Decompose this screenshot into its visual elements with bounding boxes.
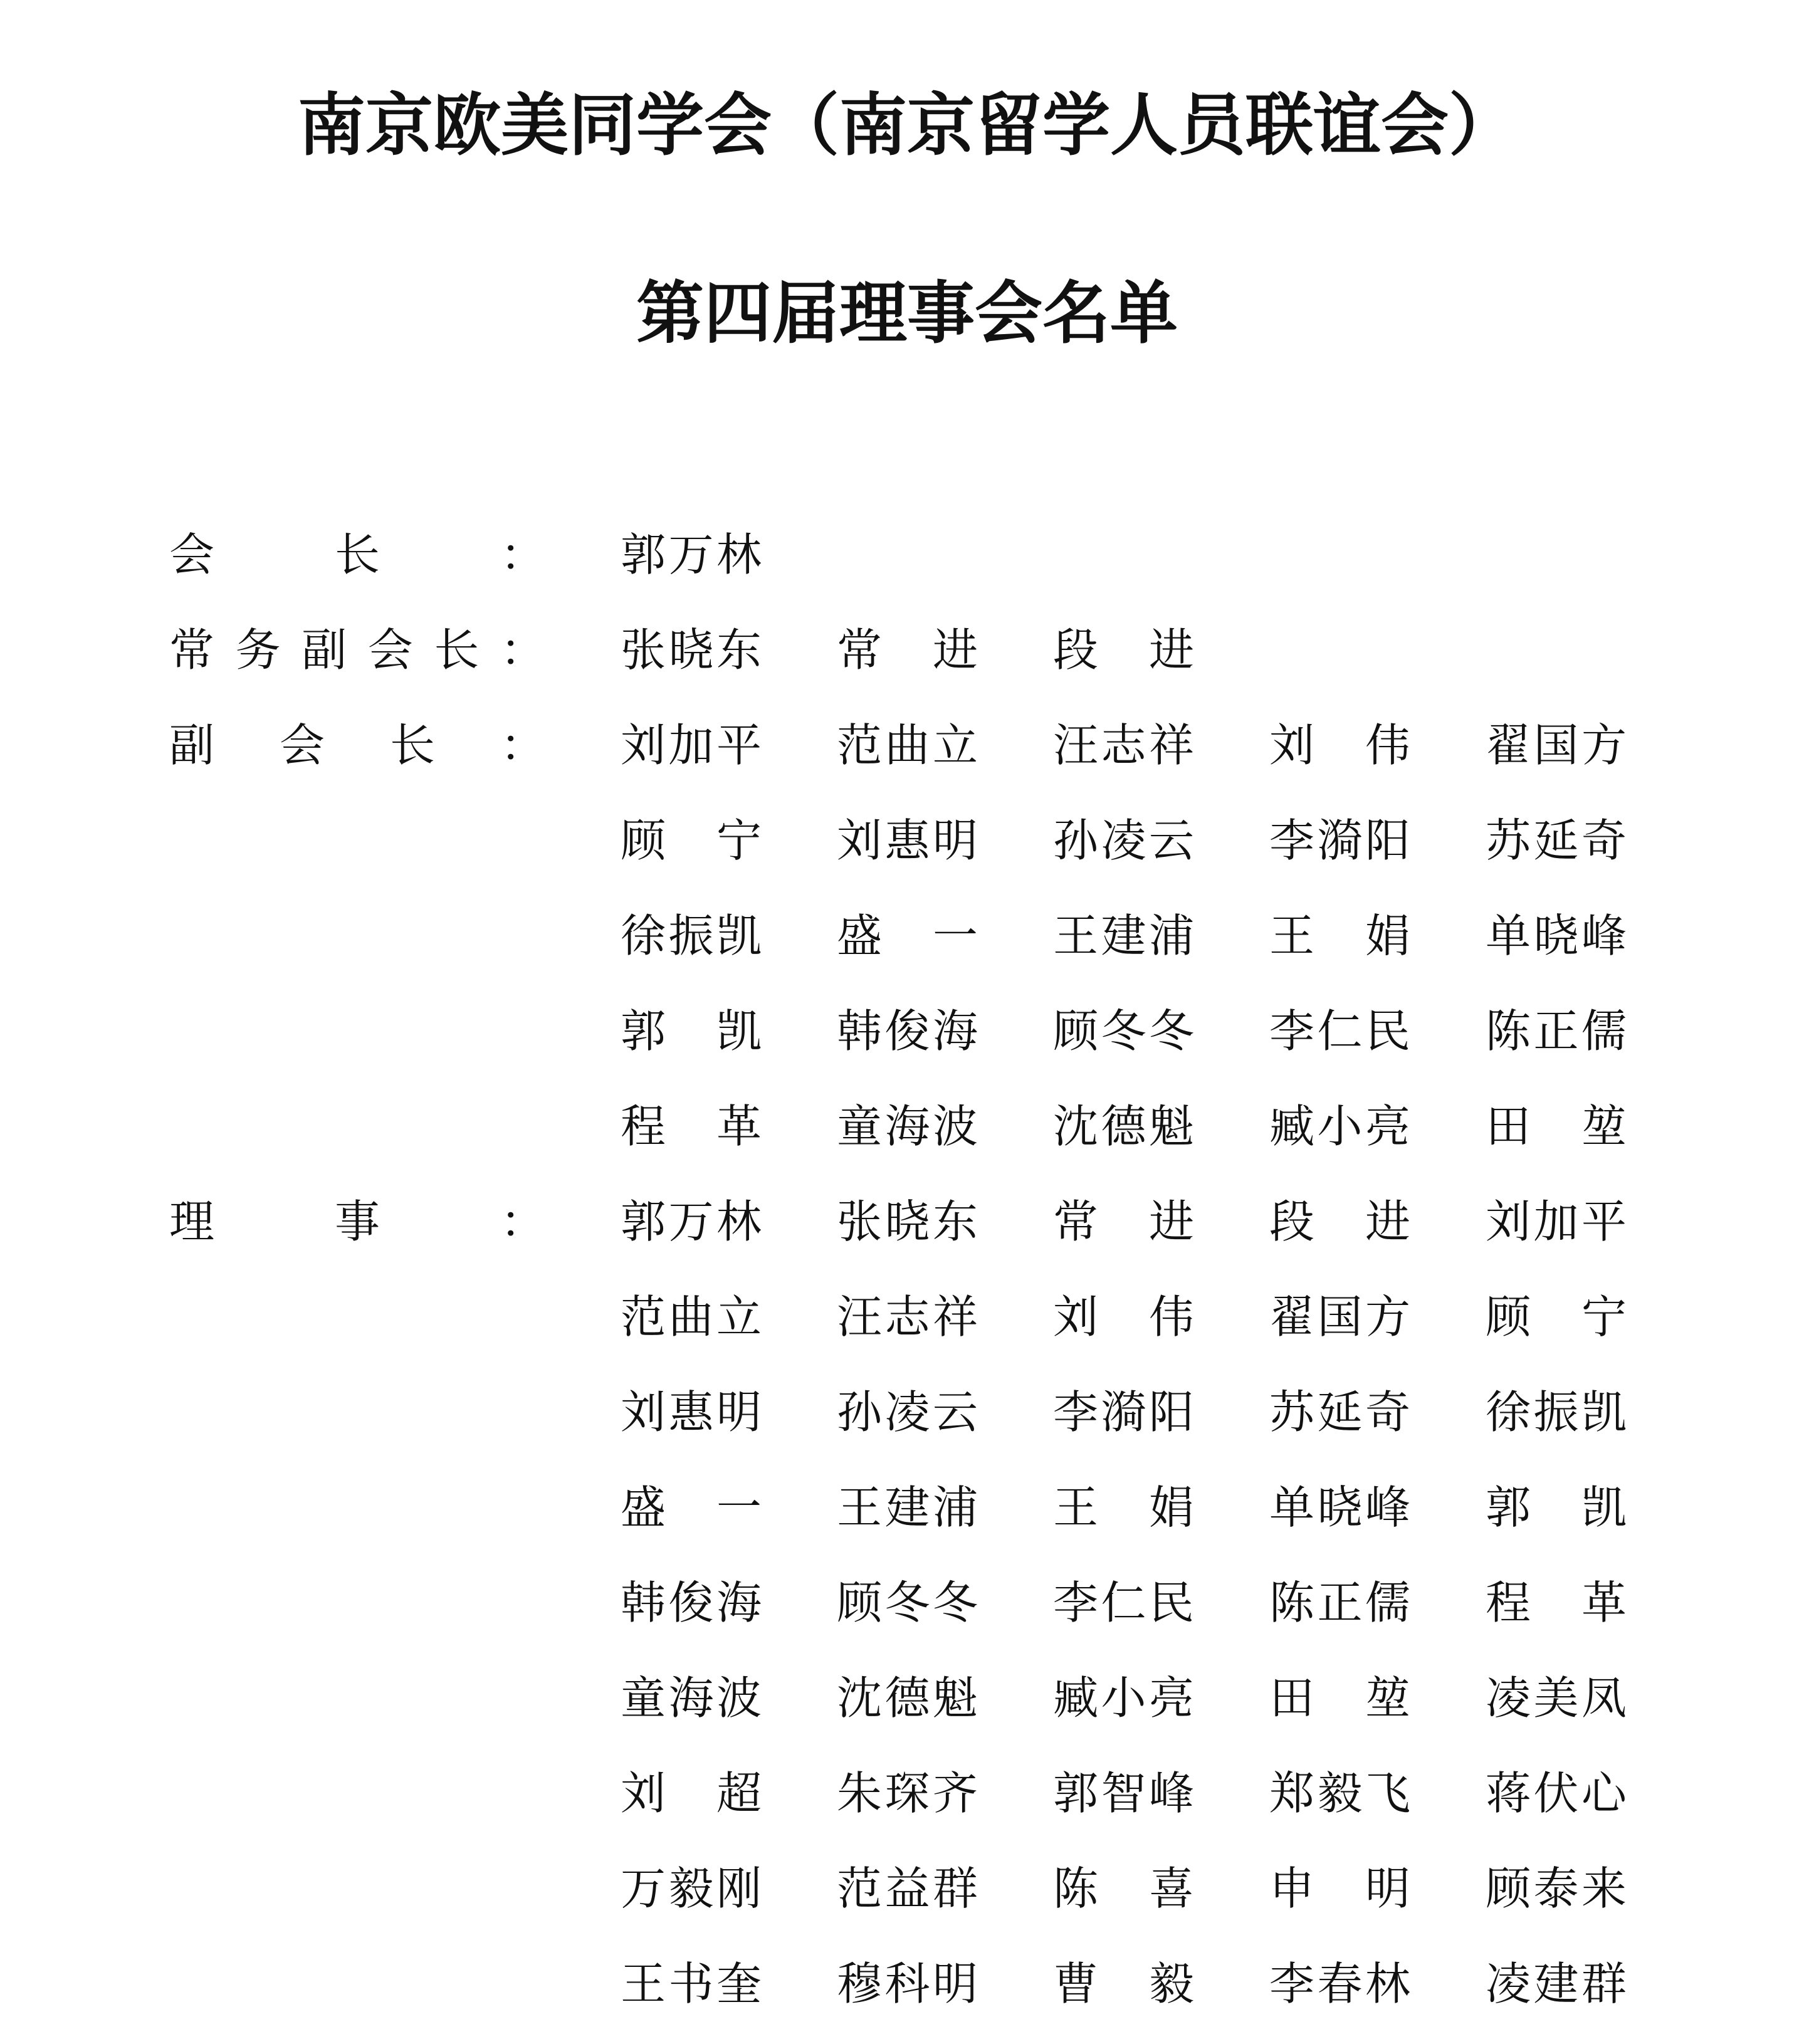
name-row: [621, 1381, 1686, 1444]
name-row: [621, 1762, 1686, 1825]
member-name: 顾 宁: [1486, 1291, 1627, 1343]
section-label: 理 事 ：: [169, 1195, 545, 1248]
member-name: 徐 振 凯: [1486, 1386, 1627, 1439]
member-name: 范 曲 立: [837, 719, 978, 772]
member-name: 汪 志 祥: [837, 1291, 978, 1343]
member-name: 张 晓 东: [621, 624, 762, 676]
member-name: 李 仁 民: [1269, 1005, 1410, 1057]
member-name: 万 毅 刚: [621, 1862, 762, 1915]
member-name: 王 建 浦: [837, 1481, 978, 1534]
member-name: 段 进: [1053, 624, 1194, 676]
member-name: 蒋 伏 心: [1486, 1767, 1627, 1820]
member-name: 韩 俊 海: [837, 1005, 978, 1057]
name-row: [621, 523, 1686, 586]
member-name: 沈 德 魁: [837, 1672, 978, 1724]
name-row: [621, 1190, 1686, 1253]
member-name: 张 晓 东: [837, 1195, 978, 1248]
member-name: 李 春 林: [1269, 1958, 1410, 2010]
member-name: 盛 一: [837, 909, 978, 962]
member-name: 凌 美 凤: [1486, 1672, 1627, 1724]
member-name: 范 益 群: [837, 1862, 978, 1915]
member-name: 陈 正 儒: [1269, 1576, 1410, 1629]
member-name: 韩 俊 海: [621, 1576, 762, 1629]
member-name: 朱 琛 齐: [837, 1767, 978, 1820]
member-name: 郭 凯: [621, 1005, 762, 1057]
name-row: [621, 1667, 1686, 1729]
name-row: [621, 1095, 1686, 1158]
member-name: 常 进: [837, 624, 978, 676]
member-name: 汪 志 祥: [1053, 719, 1194, 772]
member-name: 徐 振 凯: [621, 909, 762, 962]
name-row: [621, 904, 1686, 967]
member-name: 臧 小 亮: [1053, 1672, 1194, 1724]
member-name: 盛 一: [621, 1481, 762, 1534]
member-name: 沈 德 魁: [1053, 1100, 1194, 1153]
name-row: [621, 1000, 1686, 1062]
member-name: 李 漪 阳: [1269, 814, 1410, 867]
member-name: 穆 科 明: [837, 1958, 978, 2010]
member-name: 孙 凌 云: [1053, 814, 1194, 867]
member-name: 申 明: [1269, 1862, 1410, 1915]
section-label: 会 长 ：: [169, 528, 545, 581]
member-name: 臧 小 亮: [1269, 1100, 1410, 1153]
member-name: 王 娟: [1053, 1481, 1194, 1534]
member-name: 田 堃: [1269, 1672, 1410, 1724]
member-name: 郑 毅 飞: [1269, 1767, 1410, 1820]
member-name: 刘 惠 明: [837, 814, 978, 867]
member-name: 孙 凌 云: [837, 1386, 978, 1439]
member-name: 顾 冬 冬: [837, 1576, 978, 1629]
member-name: 田 堃: [1486, 1100, 1627, 1153]
member-name: 苏 延 奇: [1486, 814, 1627, 867]
document-subtitle: 第四届理事会名单: [636, 274, 1178, 353]
member-name: 程 革: [621, 1100, 762, 1153]
section-label: 常 务 副 会 长 ：: [169, 624, 545, 676]
member-name: 童 海 波: [621, 1672, 762, 1724]
member-name: 刘 加 平: [1486, 1195, 1627, 1248]
name-row: [621, 619, 1686, 681]
member-name: 翟 国 方: [1486, 719, 1627, 772]
member-name: 凌 建 群: [1486, 1958, 1627, 2010]
member-name: 郭 万 林: [621, 1195, 762, 1248]
section-label: 副 会 长 ：: [169, 719, 545, 772]
member-name: 李 仁 民: [1053, 1576, 1194, 1629]
name-row: [621, 1571, 1686, 1634]
member-name: 翟 国 方: [1269, 1291, 1410, 1343]
name-row: [621, 1857, 1686, 1920]
member-name: 刘 加 平: [621, 719, 762, 772]
member-name: 郭 智 峰: [1053, 1767, 1194, 1820]
member-name: 郭 凯: [1486, 1481, 1627, 1534]
member-name: 曹 毅: [1053, 1958, 1194, 2010]
member-name: 王 书 奎: [621, 1958, 762, 2010]
member-name: 苏 延 奇: [1269, 1386, 1410, 1439]
name-row: [621, 809, 1686, 872]
member-name: 单 晓 峰: [1486, 909, 1627, 962]
name-row: [621, 1286, 1686, 1348]
member-name: 刘 超: [621, 1767, 762, 1820]
member-name: 顾 泰 来: [1486, 1862, 1627, 1915]
member-name: 郭 万 林: [621, 528, 762, 581]
member-name: 李 漪 阳: [1053, 1386, 1194, 1439]
member-name: 刘 惠 明: [621, 1386, 762, 1439]
member-name: 刘 伟: [1269, 719, 1410, 772]
member-name: 段 进: [1269, 1195, 1410, 1248]
member-name: 范 曲 立: [621, 1291, 762, 1343]
member-name: 常 进: [1053, 1195, 1194, 1248]
member-name: 王 建 浦: [1053, 909, 1194, 962]
member-name: 程 革: [1486, 1576, 1627, 1629]
member-name: 顾 冬 冬: [1053, 1005, 1194, 1057]
name-row: [621, 1476, 1686, 1539]
member-name: 单 晓 峰: [1269, 1481, 1410, 1534]
member-name: 王 娟: [1269, 909, 1410, 962]
member-name: 陈 正 儒: [1486, 1005, 1627, 1057]
name-row: [621, 1952, 1686, 2015]
name-row: [621, 714, 1686, 777]
member-name: 童 海 波: [837, 1100, 978, 1153]
document-title: 南京欧美同学会（南京留学人员联谊会）: [297, 86, 1516, 165]
member-name: 陈 喜: [1053, 1862, 1194, 1915]
member-name: 顾 宁: [621, 814, 762, 867]
member-name: 刘 伟: [1053, 1291, 1194, 1343]
